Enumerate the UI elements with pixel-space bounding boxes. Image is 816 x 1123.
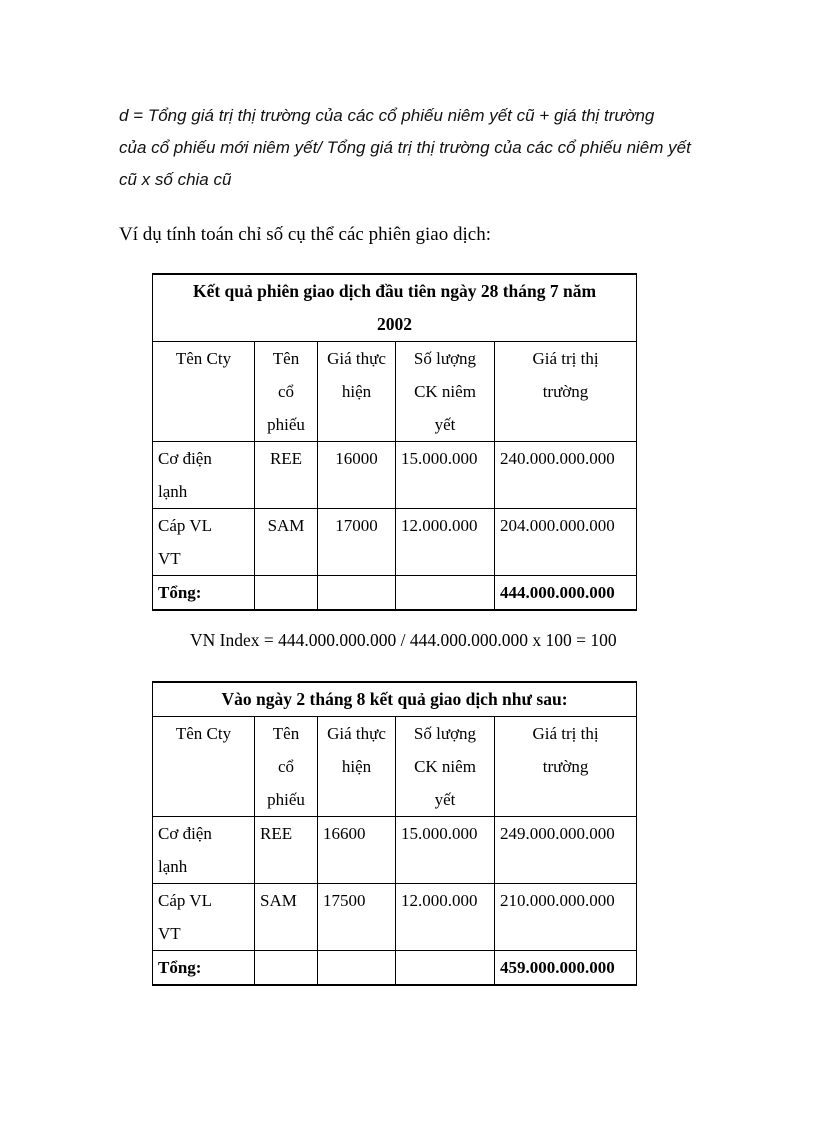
formula-line: cũ x số chia cũ [119,170,232,189]
table-title-line: 2002 [377,314,412,334]
total-label: Tổng: [153,576,255,611]
cell-value: 249.000.000.000 [495,817,637,884]
header-quantity: Số lượng CK niêm yết [396,342,495,442]
table-title-row [153,682,637,717]
cell-code: REE [255,442,318,509]
cell-price: 17500 [318,884,396,951]
cell-value: 204.000.000.000 [495,509,637,576]
header-price: Giá thực hiện [318,342,396,442]
cell-company: Cơ điện lạnh [153,442,255,509]
table-row [153,817,637,884]
cell-code: SAM [255,509,318,576]
cell-company: Cơ điện lạnh [153,817,255,884]
cell-price: 17000 [318,509,396,576]
table-title-row [153,274,637,342]
cell-value: 240.000.000.000 [495,442,637,509]
header-quantity: Số lượng CK niêm yết [396,717,495,817]
empty-cell [255,951,318,986]
session-1-table [152,273,637,611]
empty-cell [255,576,318,611]
cell-code: SAM [255,884,318,951]
cell-code: REE [255,817,318,884]
header-value: Giá trị thị trường [495,717,637,817]
cell-value: 210.000.000.000 [495,884,637,951]
table-title [153,274,637,342]
table-row [153,442,637,509]
cell-quantity: 12.000.000 [396,884,495,951]
empty-cell [396,576,495,611]
vn-index-formula: VN Index = 444.000.000.000 / 444.000.000.000 x 100 = 100 [190,630,617,650]
total-label: Tổng: [153,951,255,986]
cell-company: Cáp VL VT [153,509,255,576]
formula-paragraph [119,100,719,196]
intro-text: Ví dụ tính toán chỉ số cụ thể các phiên giao dịch: [119,224,491,245]
header-value: Giá trị thị trường [495,342,637,442]
table-row [153,509,637,576]
header-company: Tên Cty [153,717,255,817]
total-value: 444.000.000.000 [495,576,637,611]
empty-cell [396,951,495,986]
table-header-row [153,342,637,442]
cell-quantity: 12.000.000 [396,509,495,576]
header-price: Giá thực hiện [318,717,396,817]
table-title-line: Kết quả phiên giao dịch đầu tiên ngày 28 tháng 7 năm [192,281,597,301]
empty-cell [318,951,396,986]
cell-price: 16000 [318,442,396,509]
cell-quantity: 15.000.000 [396,817,495,884]
empty-cell [318,576,396,611]
header-company: Tên Cty [153,342,255,442]
cell-price: 16600 [318,817,396,884]
total-value: 459.000.000.000 [495,951,637,986]
cell-company: Cáp VL VT [153,884,255,951]
formula-line: d = Tổng giá trị thị trường của các cổ phiếu niêm yết cũ + giá thị trường [119,106,655,125]
table-row [153,884,637,951]
table-header-row [153,717,637,817]
header-code: Tên cổ phiếu [255,717,318,817]
table-title: Vào ngày 2 tháng 8 kết quả giao dịch như sau: [153,682,637,717]
header-code: Tên cổ phiếu [255,342,318,442]
session-2-table [152,681,637,986]
table-total-row [153,576,637,611]
formula-line: của cổ phiếu mới niêm yết/ Tổng giá trị thị trường của các cổ phiếu niêm yết [119,138,691,157]
table-total-row [153,951,637,986]
cell-quantity: 15.000.000 [396,442,495,509]
